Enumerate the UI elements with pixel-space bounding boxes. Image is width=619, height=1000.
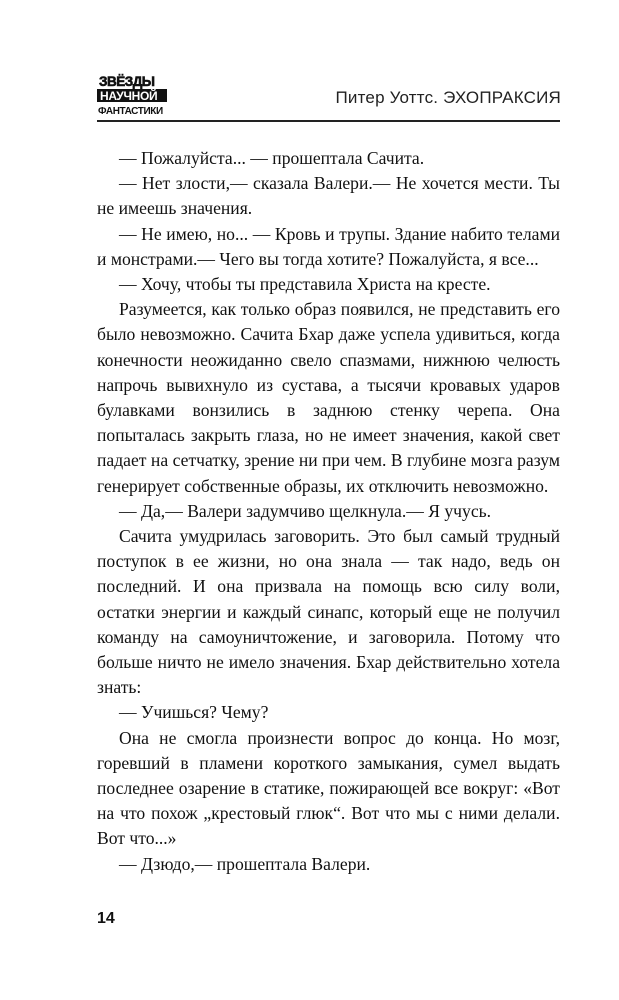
paragraph: — Дзюдо,— прошептала Валери.	[119, 853, 371, 874]
paragraph: — Не имею, но... — Кровь и трупы. Здание набито телами и монстрами.— Чего вы тогда хотите? Пожалуйста, я все...	[97, 223, 560, 269]
paragraph: Разумеется, как только образ появился, не представить его было невозможно. Сачита Бхар даже успела удивиться, когда конечности неожиданно свело спазмами, нижнюю челюсть напрочь вывихнуло из сустава, а тысячи кровавых ударов булавками вонзились в заднюю стенку черепа. Она попыталась закрыть глаза, но не имеет значения, какой свет падает на сетчатку, зрение ни при чем. В глубине мозга разум генерирует собственные образы, их отключить невозможно.	[97, 299, 560, 496]
paragraph: — Пожалуйста... — прошептала Сачита.	[119, 148, 425, 168]
series-logo	[97, 72, 167, 118]
running-head: Питер Уоттс. ЭХОПРАКСИЯ	[335, 88, 561, 107]
logo-line-3: ФАНТАСТИКИ	[98, 106, 163, 117]
body-text	[97, 146, 560, 877]
paragraph: Сачита умудрилась заговорить. Это был самый трудный поступок в ее жизни, но она знала — так надо, ведь он последний. И она призвала на помощь всю силу воли, остатки энергии и каждый синапс, который еще не получил команду на самоуничтожение, и заговорила. Потому что больше ничто не имело значения. Бхар действительно хотела знать:	[97, 526, 560, 698]
page-number: 14	[97, 910, 115, 927]
paragraph: — Хочу, чтобы ты представила Христа на кресте.	[119, 274, 491, 295]
paragraph: — Да,— Валери задумчиво щелкнула.— Я учусь.	[119, 500, 492, 521]
logo-line-1: ЗВЁЗДЫ	[99, 74, 155, 89]
paragraph: — Учишься? Чему?	[119, 702, 269, 723]
paragraph: Она не смогла произнести вопрос до конца. Но мозг, горевший в пламени короткого замыкания, сумел выдать последнее озарение в статике, пожирающей все вокруг: «Вот на что похож „крестовый глюк“. Вот что мы с ними делали. Вот что...»	[97, 727, 560, 849]
paragraph: — Нет злости,— сказала Валери.— Не хочется мести. Ты не имеешь значения.	[97, 173, 560, 219]
logo-line-2: НАУЧНОЙ	[100, 89, 158, 103]
header-rule	[97, 120, 560, 122]
